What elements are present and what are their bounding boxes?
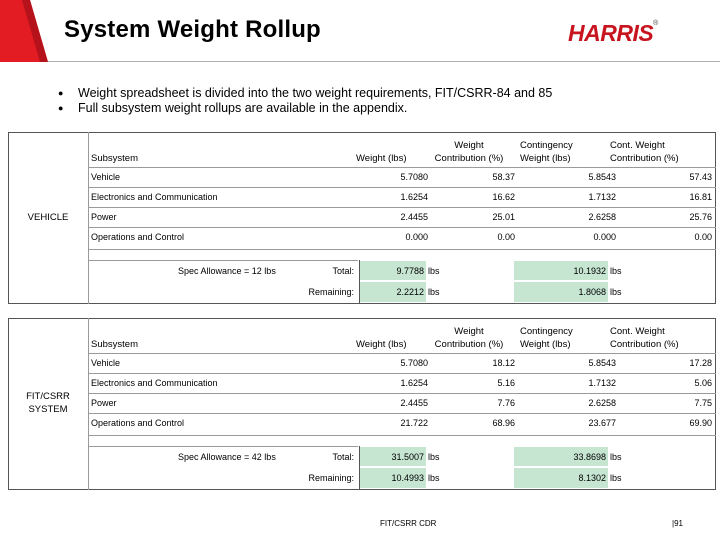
summary-left-line bbox=[88, 446, 89, 490]
summary-top-line bbox=[88, 446, 358, 447]
row-contingency: 5.8543 bbox=[588, 172, 616, 182]
red-accent-shape bbox=[0, 0, 48, 62]
remaining-weight: 10.4993 bbox=[391, 473, 424, 483]
row-name: Electronics and Communication bbox=[91, 192, 218, 202]
remaining-label: Remaining: bbox=[308, 473, 354, 483]
spec-allowance: Spec Allowance = 42 lbs bbox=[178, 452, 276, 462]
row-contingency: 2.6258 bbox=[588, 212, 616, 222]
row-divider bbox=[88, 249, 716, 250]
row-divider bbox=[88, 413, 716, 414]
row-contingency: 1.7132 bbox=[588, 192, 616, 202]
summary-left-line bbox=[88, 260, 89, 304]
total-cont-unit: lbs bbox=[610, 266, 622, 276]
row-contribution: 0.00 bbox=[497, 232, 515, 242]
header-divider bbox=[88, 167, 716, 168]
footer-doc-label: FIT/CSRR CDR bbox=[380, 519, 437, 528]
row-name: Operations and Control bbox=[91, 232, 185, 242]
col-header-contingency: Contingency Weight (lbs) bbox=[520, 140, 573, 164]
row-divider bbox=[88, 393, 716, 394]
col-header-weight-contribution: Weight Contribution (%) bbox=[434, 326, 504, 350]
page-number: |91 bbox=[672, 519, 683, 528]
row-name: Power bbox=[91, 212, 117, 222]
total-weight: 9.7788 bbox=[396, 266, 424, 276]
col-header-weight: Weight (lbs) bbox=[356, 339, 407, 350]
total-contingency: 10.1932 bbox=[573, 266, 606, 276]
row-weight: 2.4455 bbox=[400, 398, 428, 408]
row-weight: 0.000 bbox=[405, 232, 428, 242]
remaining-cont-unit: lbs bbox=[610, 473, 622, 483]
row-contingency: 0.000 bbox=[593, 232, 616, 242]
row-contingency: 5.8543 bbox=[588, 358, 616, 368]
row-weight: 21.722 bbox=[400, 418, 428, 428]
total-cont-unit: lbs bbox=[610, 452, 622, 462]
total-weight: 31.5007 bbox=[391, 452, 424, 462]
remaining-weight: 2.2212 bbox=[396, 287, 424, 297]
row-cont-contribution: 69.90 bbox=[689, 418, 712, 428]
row-cont-contribution: 17.28 bbox=[689, 358, 712, 368]
row-cont-contribution: 16.81 bbox=[689, 192, 712, 202]
row-contribution: 18.12 bbox=[492, 358, 515, 368]
row-name: Vehicle bbox=[91, 358, 121, 368]
col-header-subsystem: Subsystem bbox=[91, 339, 138, 350]
bullet-dot-icon: ● bbox=[58, 88, 64, 98]
col-header-weight-contribution: Weight Contribution (%) bbox=[434, 140, 504, 164]
row-divider bbox=[88, 187, 716, 188]
row-contingency: 2.6258 bbox=[588, 398, 616, 408]
row-weight: 1.6254 bbox=[400, 378, 428, 388]
summary-col-line bbox=[359, 446, 360, 490]
row-weight: 5.7080 bbox=[400, 358, 428, 368]
row-weight: 2.4455 bbox=[400, 212, 428, 222]
row-cont-contribution: 5.06 bbox=[694, 378, 712, 388]
summary-top-line bbox=[88, 260, 358, 261]
total-unit: lbs bbox=[428, 266, 440, 276]
row-contingency: 23.677 bbox=[588, 418, 616, 428]
row-name: Operations and Control bbox=[91, 418, 185, 428]
row-cont-contribution: 0.00 bbox=[694, 232, 712, 242]
spec-allowance: Spec Allowance = 12 lbs bbox=[178, 266, 276, 276]
total-label: Total: bbox=[332, 452, 354, 462]
group-label: FIT/CSRR SYSTEM bbox=[26, 391, 70, 415]
remaining-unit: lbs bbox=[428, 287, 440, 297]
logo-trademark: ® bbox=[653, 20, 659, 27]
row-cont-contribution: 57.43 bbox=[689, 172, 712, 182]
bullet-item: ● Full subsystem weight rollups are available in the appendix. bbox=[58, 101, 408, 115]
row-contingency: 1.7132 bbox=[588, 378, 616, 388]
bullet-dot-icon: ● bbox=[58, 103, 64, 113]
total-label: Total: bbox=[332, 266, 354, 276]
row-name: Vehicle bbox=[91, 172, 121, 182]
row-contribution: 25.01 bbox=[492, 212, 515, 222]
weight-table-fit-csrr bbox=[8, 318, 716, 490]
row-contribution: 68.96 bbox=[492, 418, 515, 428]
remaining-unit: lbs bbox=[428, 473, 440, 483]
col-header-contingency: Contingency Weight (lbs) bbox=[520, 326, 573, 350]
remaining-contingency: 8.1302 bbox=[578, 473, 606, 483]
harris-logo bbox=[568, 20, 686, 46]
row-divider bbox=[88, 435, 716, 436]
header-divider bbox=[88, 353, 716, 354]
weight-table-vehicle bbox=[8, 132, 716, 304]
row-name: Electronics and Communication bbox=[91, 378, 218, 388]
row-cont-contribution: 25.76 bbox=[689, 212, 712, 222]
row-contribution: 16.62 bbox=[492, 192, 515, 202]
row-contribution: 58.37 bbox=[492, 172, 515, 182]
page-title: System Weight Rollup bbox=[64, 16, 321, 43]
remaining-contingency: 1.8068 bbox=[578, 287, 606, 297]
summary-col-line bbox=[359, 260, 360, 304]
total-unit: lbs bbox=[428, 452, 440, 462]
col-header-cont-contribution: Cont. Weight Contribution (%) bbox=[610, 140, 679, 164]
col-header-weight: Weight (lbs) bbox=[356, 153, 407, 164]
row-weight: 1.6254 bbox=[400, 192, 428, 202]
remaining-cont-unit: lbs bbox=[610, 287, 622, 297]
row-divider bbox=[88, 207, 716, 208]
row-contribution: 7.76 bbox=[497, 398, 515, 408]
row-weight: 5.7080 bbox=[400, 172, 428, 182]
row-name: Power bbox=[91, 398, 117, 408]
row-cont-contribution: 7.75 bbox=[694, 398, 712, 408]
bullet-item: ● Weight spreadsheet is divided into the two weight requirements, FIT/CSRR-84 and 85 bbox=[58, 86, 553, 100]
remaining-label: Remaining: bbox=[308, 287, 354, 297]
col-header-cont-contribution: Cont. Weight Contribution (%) bbox=[610, 326, 679, 350]
row-divider bbox=[88, 227, 716, 228]
row-divider bbox=[88, 373, 716, 374]
bullet-list bbox=[58, 86, 552, 116]
row-contribution: 5.16 bbox=[497, 378, 515, 388]
logo-text: HARRIS bbox=[568, 20, 654, 46]
total-contingency: 33.8698 bbox=[573, 452, 606, 462]
group-label: VEHICLE bbox=[27, 212, 69, 223]
header-divider bbox=[48, 61, 720, 62]
col-header-subsystem: Subsystem bbox=[91, 153, 138, 164]
